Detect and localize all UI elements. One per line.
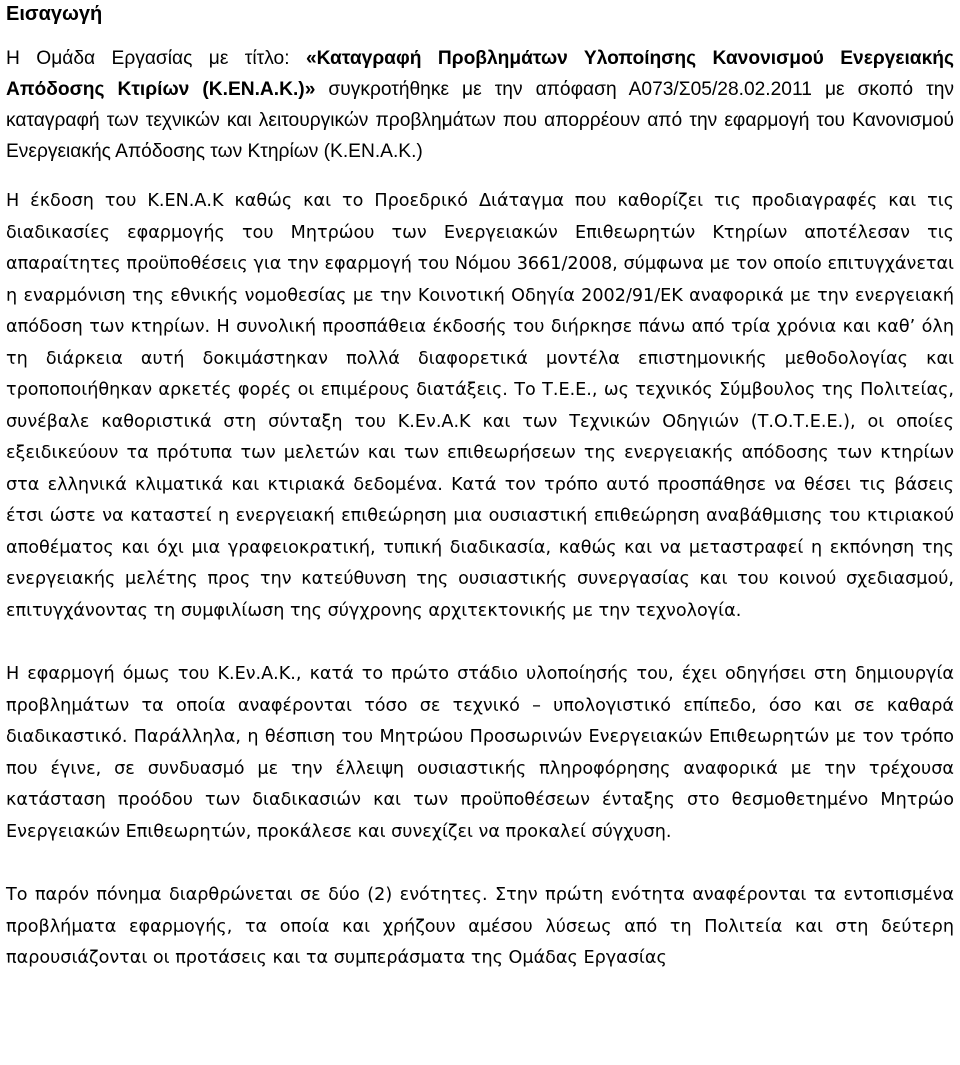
application-paragraph: Η εφαρμογή όμως του Κ.Εν.Α.Κ., κατά το πρώτο στάδιο υλοποίησής του, έχει οδηγήσει στη δημιουργία προβλημάτων τα οποία αναφέρονται τόσο σε τεχνικό – υπολογιστικό επίπεδο, όσο και σε καθαρά διαδικαστικό. Παράλληλα, η θέσπιση του Μητρώου Προσωρινών Ενεργειακών Επιθεωρητών με τον τρόπο που έγινε, σε συνδυασμό με την έλλειψη ουσιαστικής πληροφόρησης αναφορικά με την τρέχουσα κατάσταση προόδου των διαδικασιών και των προϋποθέσεων ένταξης στο θεσμοθετημένο Μητρώο Ενεργειακών Επιθεωρητών, προκάλεσε και συνεχίζει να προκαλεί σύγχυση. <box>6 664 954 842</box>
intro-rest-text: συγκροτήθηκε με την απόφαση Α073/Σ05/28.02.2011 με σκοπό την καταγραφή των τεχνικών και λειτουργικών προβλημάτων που απορρέουν από την εφαρμογή του Κανονισμού Ενεργειακής Απόδοσης των Κτηρίων (Κ.ΕΝ.Α.Κ.) <box>6 79 954 162</box>
main-paragraph: Η έκδοση του Κ.ΕΝ.Α.Κ καθώς και το Προεδρικό Διάταγμα που καθορίζει τις προδιαγραφές και τις διαδικασίες εφαρμογής του Μητρώου των Ενεργειακών Επιθεωρητών Κτηρίων αποτέλεσαν τις απαραίτητες προϋποθέσεις για την εφαρμογή του Νόμου 3661/2008, σύμφωνα με τον οποίο επιτυγχάνεται η εναρμόνιση της εθνικής νομοθεσίας με την Κοινοτική Οδηγία 2002/91/ΕΚ αναφορικά με την ενεργειακή απόδοση των κτηρίων. Η συνολική προσπάθεια έκδοσής του διήρκησε πάνω από τρία χρόνια και καθ’ όλη τη διάρκεια αυτή δοκιμάστηκαν πολλά διαφορετικά μοντέλα επιστημονικής μεθοδολογίας και τροποποιήθηκαν αρκετές φορές οι επιμέρους διατάξεις. Το Τ.Ε.Ε., ως τεχνικός Σύμβουλος της Πολιτείας, συνέβαλε καθοριστικά στη σύνταξη του Κ.Εν.Α.Κ και των Τεχνικών Οδηγιών (Τ.Ο.Τ.Ε.Ε.), οι οποίες εξειδικεύουν τα πρότυπα των μελετών και των επιθεωρήσεων της ενεργειακής απόδοσης των κτηρίων στα ελληνικά κλιματικά και κτιριακά δεδομένα. Κατά τον τρόπο αυτό προσπάθησε να θέσει τις βάσεις έτσι ώστε να καταστεί η ενεργειακή επιθεώρηση μια ουσιαστική επιθεώρηση αναβάθμισης του κτιριακού αποθέματος και όχι μια γραφειοκρατική, τυπική διαδικασία, καθώς και να μεταστραφεί η εκπόνηση της ενεργειακής μελέτης προς την κατεύθυνση της ουσιαστικής συνεργασίας και του κοινού σχεδιασμού, επιτυγχάνοντας τη συμφιλίωση της σύγχρονης αρχιτεκτονικής με την τεχνολογία. <box>6 191 954 621</box>
section-heading: Εισαγωγή <box>6 3 103 25</box>
structure-paragraph: Το παρόν πόνημα διαρθρώνεται σε δύο (2) ενότητες. Στην πρώτη ενότητα αναφέρονται τα εντοπισμένα προβλήματα εφαρμογής, τα οποία και χρήζουν αμέσου λύσεως από τη Πολιτεία και στη δεύτερη παρουσιάζονται οι προτάσεις και τα συμπεράσματα της Ομάδας Εργασίας <box>6 885 954 968</box>
intro-lead-text: Η Ομάδα Εργασίας με τίτλο: <box>6 48 306 69</box>
intro-paragraph <box>6 43 954 167</box>
working-group-title: «Καταγραφή Προβλημάτων Υλοποίησης Κανονισμού Ενεργειακής Απόδοσης Κτιρίων (Κ.ΕΝ.Α.Κ.)» <box>6 48 954 100</box>
